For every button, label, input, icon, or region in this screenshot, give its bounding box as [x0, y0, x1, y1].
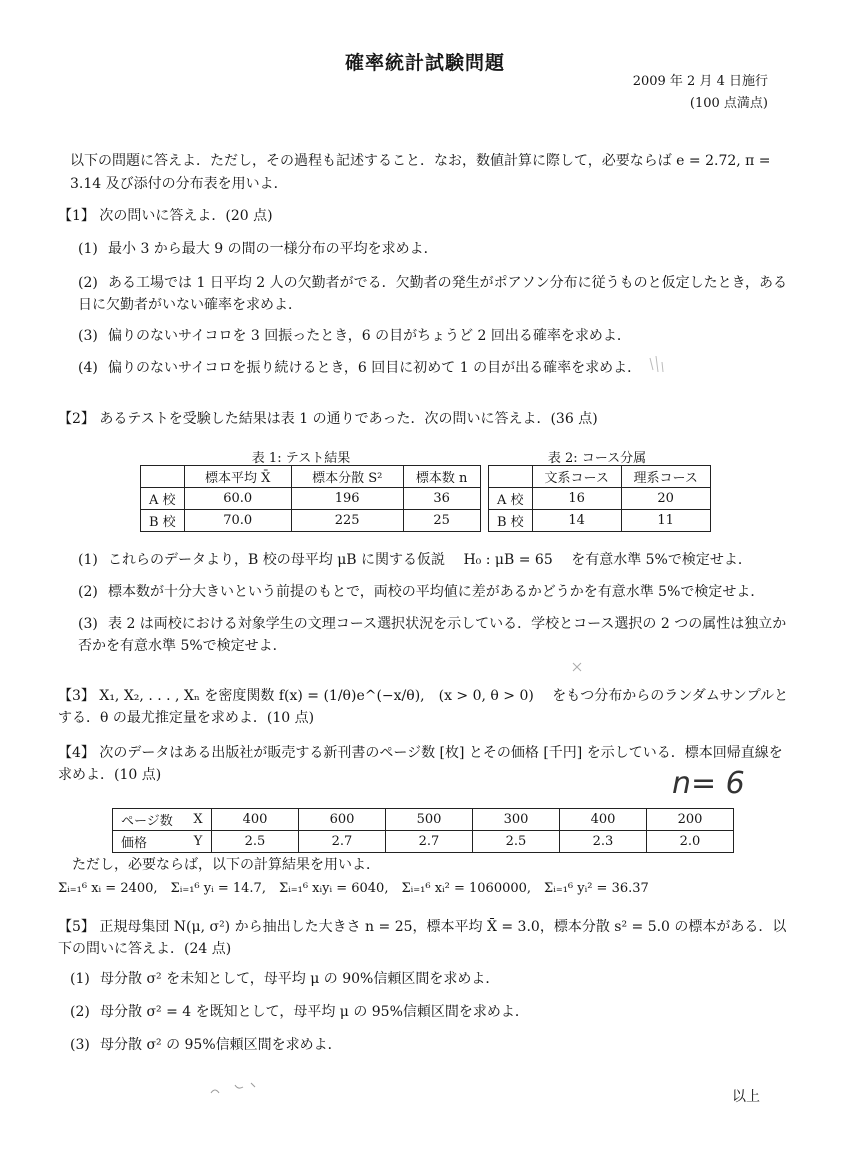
table1-cell: 60.0	[184, 488, 291, 510]
q1-heading: 【1】 次の問いに答えよ．(20 点)	[58, 208, 273, 224]
q3-text: 【3】 X₁, X₂, . . . , Xₙ を密度関数 f(x) = (1/θ)e^(−x/θ), (x > 0, θ > 0) をもつ分布からのランダムサンプルとする．θ の最尤推定量を求めよ．(10 点)	[58, 688, 789, 726]
q4-cell: Y	[185, 831, 212, 853]
q1-item-3	[78, 325, 790, 347]
q5-item-1-text: 母分散 σ² を未知として，母平均 μ の 90%信頼区間を求めよ．	[100, 971, 500, 987]
table1-cell: B 校	[141, 510, 185, 532]
q4-cell: 500	[386, 809, 473, 831]
instructions: 以下の問題に答えよ．ただし，その過程も記述すること．なお，数値計算に際して，必要ならば e = 2.72, π = 3.14 及び添付の分布表を用いよ．	[70, 153, 771, 192]
q2-item-2-text: 標本数が十分大きいという前提のもとで，両校の平均値に差があるかどうかを有意水準 5%で検定せよ．	[108, 584, 765, 600]
q4-cell: 2.7	[299, 831, 386, 853]
table2-cell: A 校	[489, 488, 533, 510]
table2-course-assignment	[488, 465, 711, 532]
q1-item-1-num: (1)	[78, 241, 98, 257]
end-mark: 以上	[732, 1089, 760, 1105]
q1-item-4-text: 偏りのないサイコロを振り続けるとき，6 回目に初めて 1 の目が出る確率を求めよ．	[108, 360, 642, 376]
q4-row-pages	[113, 809, 734, 831]
q5-item-2	[70, 1001, 790, 1023]
q2-item-2	[78, 581, 790, 603]
q1-item-1-text: 最小 3 から最大 9 の間の一様分布の平均を求めよ．	[108, 241, 438, 257]
q4-cell: 2.0	[647, 831, 734, 853]
q4-cell: X	[185, 809, 212, 831]
q4-cell: 300	[473, 809, 560, 831]
table2-cell: 20	[621, 488, 710, 510]
q1-item-2-text: ある工場では 1 日平均 2 人の欠勤者がでる．欠勤者の発生がポアソン分布に従うものと仮定したとき，ある日に欠勤者がいない確率を求めよ．	[78, 275, 788, 313]
q1-item-2	[78, 272, 790, 316]
q4-cell: 価格	[113, 831, 186, 853]
table1-header-cell: 標本分散 S²	[291, 466, 403, 488]
table1-header-cell: 標本数 n	[403, 466, 480, 488]
q1-item-4-num: (4)	[78, 360, 98, 376]
q5-heading: 【5】 正規母集団 N(μ, σ²) から抽出した大きさ n = 25，標本平均 X̄ = 3.0，標本分散 s² = 5.0 の標本がある．以下の問いに答えよ．(24 点)	[58, 919, 787, 957]
table2-row	[489, 510, 711, 532]
table1-header-row	[141, 466, 481, 488]
q5-item-3-num: (3)	[70, 1037, 90, 1053]
table2-cell: 11	[621, 510, 710, 532]
table2-header-cell: 文系コース	[532, 466, 621, 488]
q5-item-1-num: (1)	[70, 971, 90, 987]
q2-item-1-text: これらのデータより，B 校の母平均 μB に関する仮説 H₀ : μB = 65 を有意水準 5%で検定せよ．	[108, 552, 752, 568]
q4-data-table	[112, 808, 734, 853]
q1-item-1	[78, 238, 790, 260]
table2-header-cell	[489, 466, 533, 488]
q2-item-1	[78, 549, 790, 571]
q2-item-3-text: 表 2 は両校における対象学生の文理コース選択状況を示している．学校とコース選択の 2 つの属性は独立か否かを有意水準 5%で検定せよ．	[78, 616, 787, 654]
q2-item-3-num: (3)	[78, 616, 98, 632]
q4-cell: 400	[560, 809, 647, 831]
q4-cell: 400	[212, 809, 299, 831]
table1-header-cell: 標本平均 X̄	[184, 466, 291, 488]
q1-item-3-text: 偏りのないサイコロを 3 回振ったとき，6 の目がちょうど 2 回出る確率を求めよ．	[108, 328, 631, 344]
q4-cell: ページ数	[113, 809, 186, 831]
table1-cell: 36	[403, 488, 480, 510]
q5-item-2-num: (2)	[70, 1004, 90, 1020]
q4-cell: 200	[647, 809, 734, 831]
scan-speck-icon	[640, 350, 680, 390]
q4-row-price	[113, 831, 734, 853]
q2-heading: 【2】 あるテストを受験した結果は表 1 の通りであった．次の問いに答えよ．(36 点)	[58, 411, 598, 427]
q5-item-1	[70, 968, 790, 990]
exam-date: 2009 年 2 月 4 日施行	[632, 74, 768, 89]
table1-cell: A 校	[141, 488, 185, 510]
q1-item-2-num: (2)	[78, 275, 98, 291]
q2-item-2-num: (2)	[78, 584, 98, 600]
q5-item-3-text: 母分散 σ² の 95%信頼区間を求めよ．	[100, 1037, 342, 1053]
table2-header-cell: 理系コース	[621, 466, 710, 488]
table1-row	[141, 488, 481, 510]
q4-cell: 2.5	[212, 831, 299, 853]
table1-cell: 70.0	[184, 510, 291, 532]
q4-sums: Σᵢ₌₁⁶ xᵢ = 2400, Σᵢ₌₁⁶ yᵢ = 14.7, Σᵢ₌₁⁶ xᵢyᵢ = 6040, Σᵢ₌₁⁶ xᵢ² = 1060000, Σᵢ₌₁⁶ yᵢ² = 36.37	[58, 881, 649, 896]
table2-header-row	[489, 466, 711, 488]
scan-speck-icon	[570, 660, 586, 676]
table2-cell: 16	[532, 488, 621, 510]
table1-cell: 25	[403, 510, 480, 532]
table1-header-cell	[141, 466, 185, 488]
table1-test-results	[140, 465, 481, 532]
q5-item-2-text: 母分散 σ² = 4 を既知として，母平均 μ の 95%信頼区間を求めよ．	[100, 1004, 529, 1020]
table2-caption: 表 2: コース分属	[547, 451, 647, 466]
q4-cell: 2.3	[560, 831, 647, 853]
q4-cell: 2.7	[386, 831, 473, 853]
q1-item-3-num: (3)	[78, 328, 98, 344]
table1-row	[141, 510, 481, 532]
table2-cell: 14	[532, 510, 621, 532]
q2-item-1-num: (1)	[78, 552, 98, 568]
q2-item-3	[78, 613, 790, 657]
table2-cell: B 校	[489, 510, 533, 532]
exam-total-score: (100 点満点)	[689, 96, 768, 111]
table1-caption: 表 1: テスト結果	[251, 451, 351, 466]
table1-cell: 225	[291, 510, 403, 532]
q5-item-3	[70, 1034, 790, 1056]
q4-cell: 2.5	[473, 831, 560, 853]
table1-cell: 196	[291, 488, 403, 510]
q4-text: 【4】 次のデータはある出版社が販売する新刊書のページ数 [枚] とその価格 [千円] を示している．標本回帰直線を求めよ．(10 点)	[58, 745, 783, 783]
handwritten-note: n= 6	[672, 766, 745, 801]
q4-cell: 600	[299, 809, 386, 831]
exam-title: 確率統計試験問題	[344, 52, 505, 74]
scan-speck-icon	[205, 1075, 265, 1105]
q1-item-4	[78, 357, 790, 379]
q4-note: ただし，必要ならば，以下の計算結果を用いよ．	[72, 857, 380, 873]
table2-row	[489, 488, 711, 510]
